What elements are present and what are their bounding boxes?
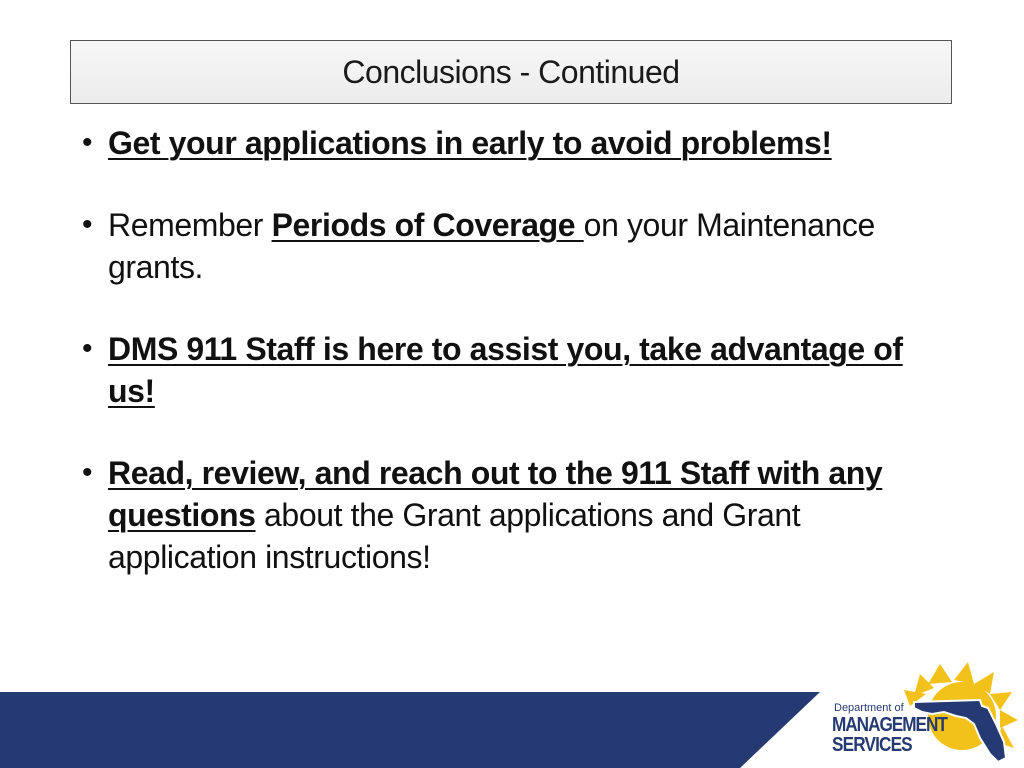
bullet-4-emphasis: Read, review, and reach out to the 911 Staff with any questions bbox=[108, 455, 883, 533]
bullet-list bbox=[80, 122, 940, 578]
bullet-2-emphasis: Periods of Coverage bbox=[271, 207, 584, 243]
slide-title-box bbox=[70, 40, 952, 104]
footer-bar bbox=[0, 692, 820, 768]
bullet-item-3 bbox=[80, 328, 940, 412]
bullet-item-4 bbox=[80, 452, 940, 578]
bullet-4-suffix: about the Grant applications and Grant application instructions! bbox=[108, 497, 801, 575]
slide-title: Conclusions - Continued bbox=[342, 53, 680, 90]
bullet-item-2 bbox=[80, 204, 940, 288]
bullet-1-emphasis: Get your applications in early to avoid problems! bbox=[108, 125, 832, 161]
logo-services-text: SERVICES bbox=[832, 734, 912, 756]
bullet-3-emphasis: DMS 911 Staff is here to assist you, take advantage of us! bbox=[108, 331, 903, 409]
logo-department-text: Department of bbox=[834, 702, 904, 714]
bullet-2-suffix: on your Maintenance grants. bbox=[108, 207, 875, 285]
logo-management-text: MANAGEMENT bbox=[832, 714, 947, 736]
bullet-item-1 bbox=[80, 122, 940, 164]
bullet-2-prefix: Remember bbox=[108, 207, 272, 243]
dms-logo bbox=[830, 662, 1020, 766]
